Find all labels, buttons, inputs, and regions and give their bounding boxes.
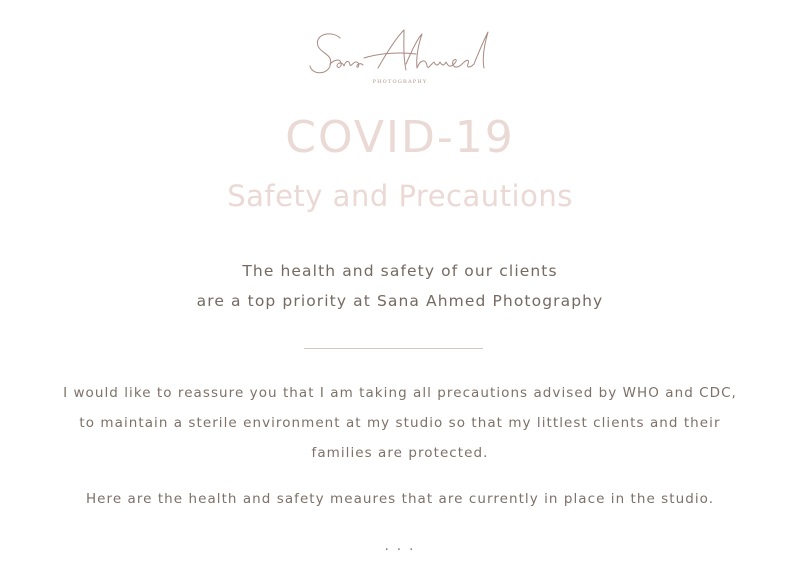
page-subtitle: Safety and Precautions (227, 179, 573, 213)
continuation-ellipsis: . . . (384, 539, 416, 554)
intro-line-2: are a top priority at Sana Ahmed Photography (196, 292, 604, 310)
paragraph-line-2: to maintain a sterile environment at my studio so that my littlest clients and their (79, 415, 721, 431)
paragraph-line-1: I would like to reassure you that I am taking all precautions advised by WHO and CDC, (63, 385, 737, 401)
page-title: COVID-19 (285, 112, 515, 163)
section-divider (304, 348, 483, 349)
logo-photography-subtitle: PHOTOGRAPHY (372, 79, 428, 85)
intro-statement (0, 256, 800, 316)
reassurance-paragraph (0, 378, 800, 468)
measures-intro: Here are the health and safety meaures that are currently in place in the studio. (85, 491, 715, 507)
paragraph-line-3: families are protected. (311, 445, 489, 461)
intro-line-1: The health and safety of our clients (242, 262, 558, 280)
